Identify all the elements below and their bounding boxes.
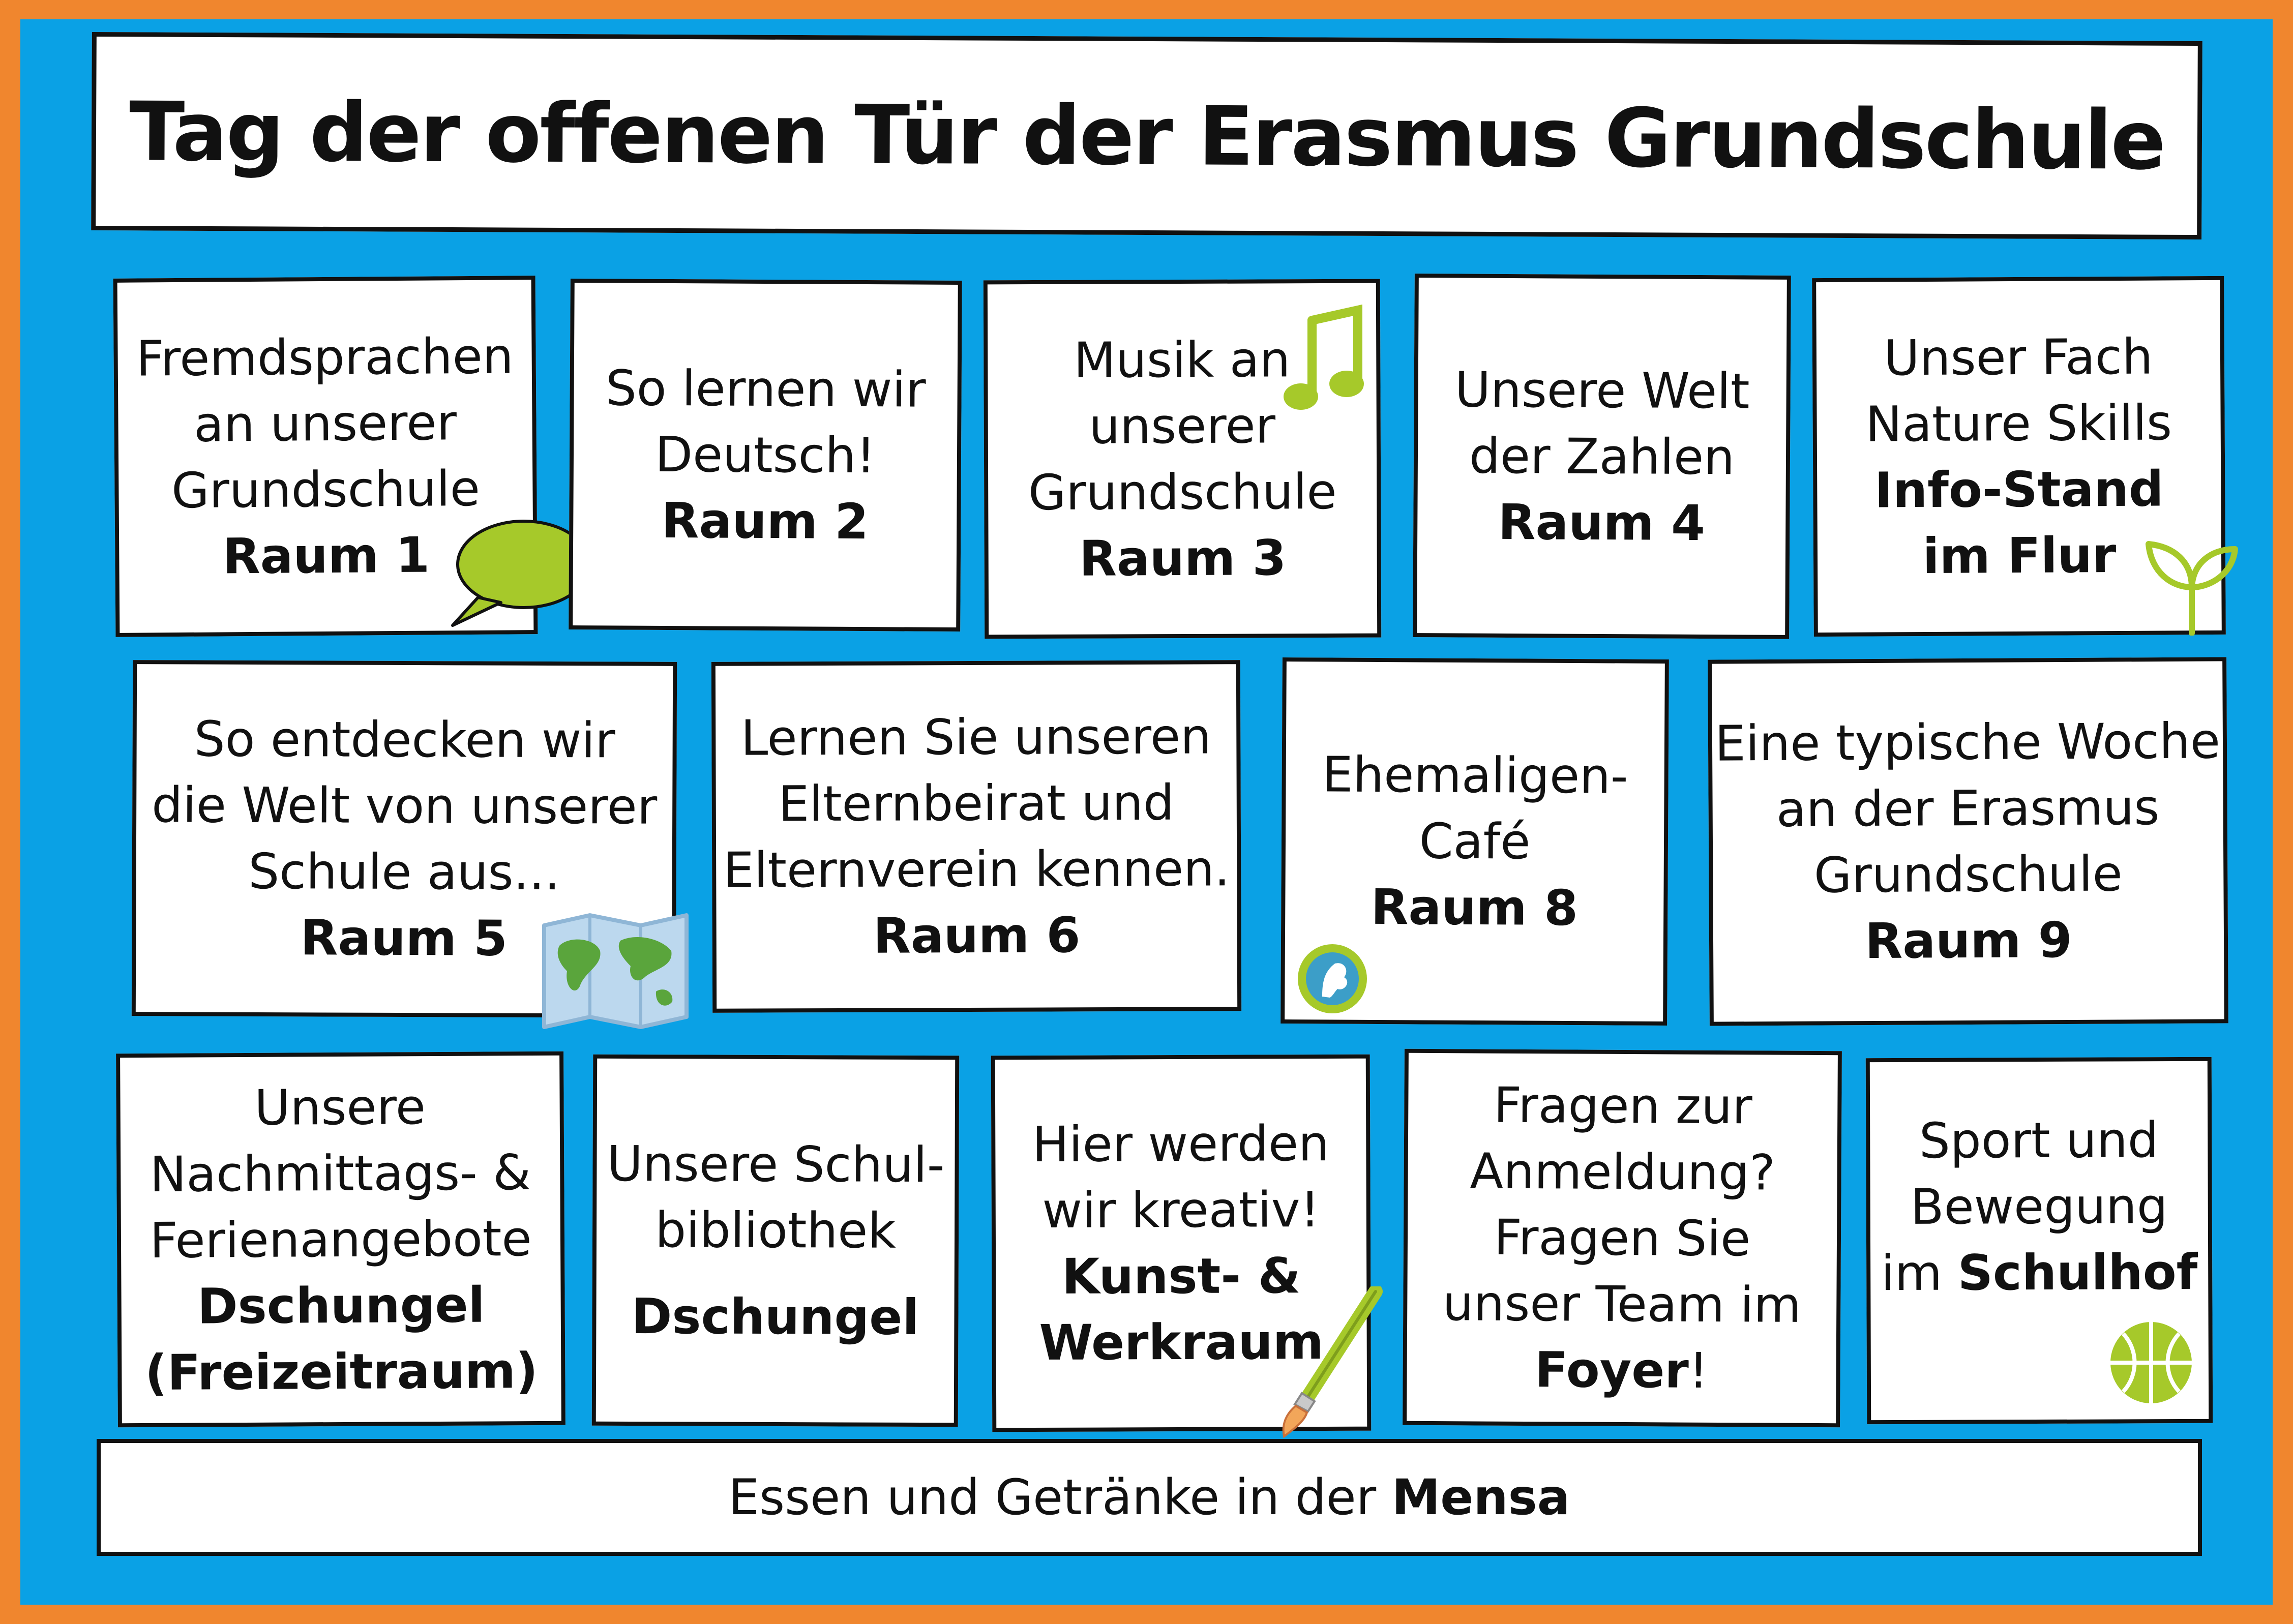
basketball-icon — [2108, 1319, 2194, 1406]
page-title: Tag der offenen Tür der Erasmus Grundschule — [129, 83, 2165, 188]
room-label: Foyer — [1534, 1341, 1689, 1399]
mensa-label: Mensa — [1391, 1469, 1570, 1526]
card-kunst-werkraum: Hier werden wir kreativ! Kunst- & Werkraum — [991, 1055, 1372, 1432]
room-label: Schulhof — [1957, 1243, 2198, 1302]
card-raum-5: So entdecken wir die Welt von unserer Schule aus... Raum 5 — [132, 660, 677, 1018]
footer-mensa: Essen und Getränke in der Mensa — [97, 1439, 2202, 1556]
card-schulhof: Sport und Bewegung im Schulhof — [1866, 1057, 2213, 1424]
card-raum-1: Fremdsprachen an unserer Grundschule Raum 1 — [113, 276, 538, 637]
room-label: Raum 4 — [1498, 493, 1706, 552]
room-label: Raum 6 — [873, 907, 1081, 965]
card-raum-2: So lernen wir Deutsch! Raum 2 — [569, 279, 962, 631]
card-raum-3: Musik an unserer Grundschule Raum 3 — [984, 279, 1381, 639]
card-raum-9: Eine typische Woche an der Erasmus Grundschule Raum 9 — [1708, 657, 2228, 1026]
card-bibliothek: Unsere Schul- bibliothek Dschungel — [592, 1055, 960, 1427]
card-freizeitraum: Unsere Nachmittags- & Ferienangebote Dschungel (Freizeitraum) — [116, 1051, 565, 1428]
card-raum-6: Lernen Sie unseren Elternbeirat und Elternverein kennen. Raum 6 — [711, 660, 1241, 1013]
room-label: Raum 2 — [661, 492, 869, 551]
card-foyer: Fragen zur Anmeldung? Fragen Sie unser Team im Foyer! — [1403, 1049, 1842, 1427]
room-label: Raum 8 — [1371, 878, 1579, 937]
room-label: Raum 9 — [1865, 911, 2072, 970]
card-raum-8: Ehemaligen- Café Raum 8 — [1280, 657, 1669, 1026]
title-banner — [91, 32, 2202, 239]
music-note-icon — [1282, 300, 1368, 417]
world-map-icon — [539, 910, 692, 1032]
paintbrush-icon — [1266, 1286, 1383, 1439]
card-nature-skills: Unser Fach Nature Skills Info-Stand im Flur — [1812, 276, 2226, 637]
card-raum-4: Unsere Welt der Zahlen Raum 4 — [1413, 274, 1791, 639]
room-label: Raum 5 — [300, 909, 508, 967]
room-label: Dschungel — [631, 1288, 919, 1346]
room-label: Raum 3 — [1079, 529, 1287, 587]
leaf-sprout-icon — [2143, 529, 2240, 636]
room-label: Raum 1 — [222, 526, 430, 585]
school-logo-icon — [1294, 941, 1371, 1017]
